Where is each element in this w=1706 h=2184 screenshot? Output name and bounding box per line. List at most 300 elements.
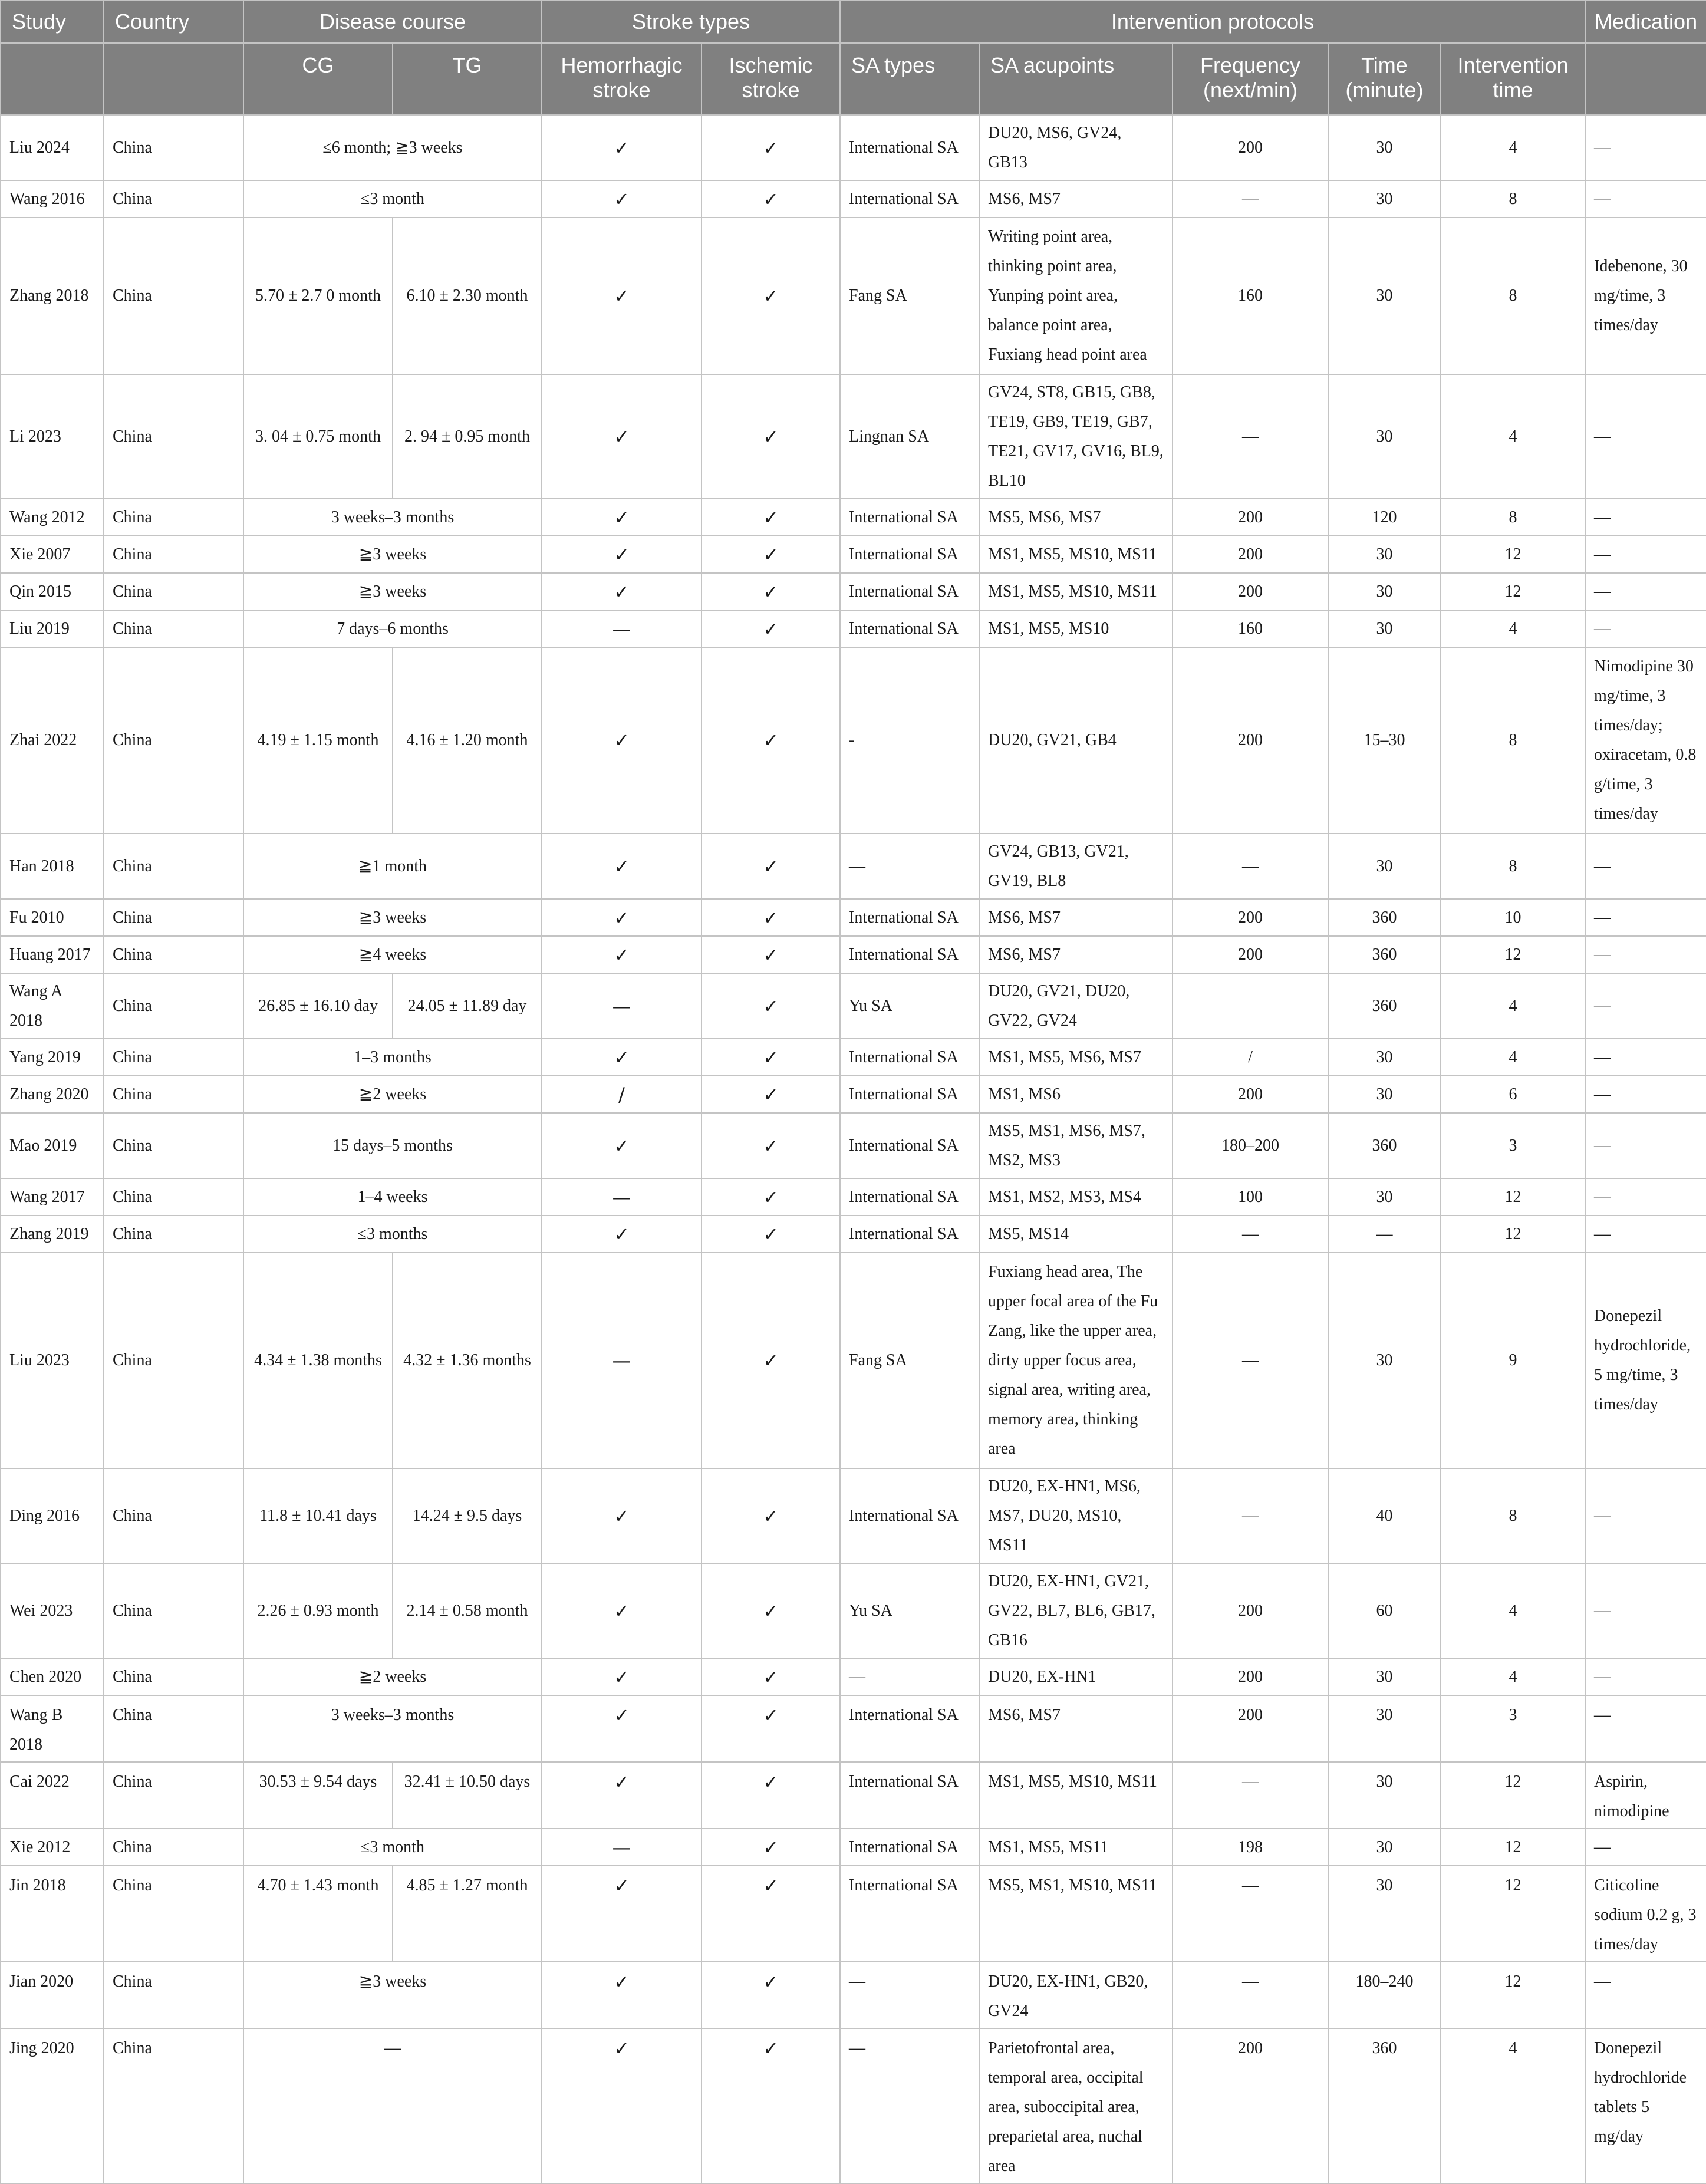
- ischemic-cell: ✓: [701, 1215, 840, 1253]
- disease-course-cell: ≧3 weeks: [243, 573, 542, 610]
- header-country: Country: [104, 1, 243, 43]
- ischemic-cell: ✓: [701, 536, 840, 573]
- frequency-cell: —: [1173, 834, 1328, 899]
- header-sa-types: SA types: [840, 43, 979, 115]
- header-disease-course: Disease course: [243, 1, 542, 43]
- hemorrhagic-cell: ✓: [542, 180, 701, 218]
- study-cell: Li 2023: [1, 374, 104, 499]
- sa-acupoints-cell: MS6, MS7: [979, 1695, 1173, 1762]
- ischemic-cell: ✓: [701, 1658, 840, 1695]
- medication-cell: —: [1585, 536, 1706, 573]
- country-cell: China: [104, 115, 243, 180]
- disease-course-cell: ≧2 weeks: [243, 1076, 542, 1113]
- cg-course-cell: 5.70 ± 2.7 0 month: [243, 218, 393, 374]
- time-cell: 30: [1328, 180, 1441, 218]
- hemorrhagic-cell: ✓: [542, 1658, 701, 1695]
- country-cell: China: [104, 1829, 243, 1866]
- intervention-time-cell: 4: [1441, 115, 1585, 180]
- time-cell: 360: [1328, 936, 1441, 973]
- hemorrhagic-cell: ✓: [542, 2028, 701, 2183]
- frequency-cell: 200: [1173, 1695, 1328, 1762]
- disease-course-cell: 3 weeks–3 months: [243, 1695, 542, 1762]
- study-cell: Jing 2020: [1, 2028, 104, 2183]
- time-cell: 30: [1328, 1076, 1441, 1113]
- intervention-time-cell: 8: [1441, 499, 1585, 536]
- study-cell: Ding 2016: [1, 1468, 104, 1563]
- frequency-cell: 200: [1173, 1076, 1328, 1113]
- cg-course-cell: 11.8 ± 10.41 days: [243, 1468, 393, 1563]
- intervention-time-cell: 8: [1441, 180, 1585, 218]
- frequency-cell: 180–200: [1173, 1113, 1328, 1178]
- sa-type-cell: Fang SA: [840, 218, 979, 374]
- hemorrhagic-cell: ✓: [542, 1695, 701, 1762]
- sa-type-cell: Yu SA: [840, 973, 979, 1039]
- cg-course-cell: 4.34 ± 1.38 months: [243, 1253, 393, 1468]
- table-row: [1, 1762, 1706, 1829]
- hemorrhagic-cell: ✓: [542, 899, 701, 936]
- medication-cell: —: [1585, 1563, 1706, 1658]
- study-cell: Xie 2012: [1, 1829, 104, 1866]
- time-cell: 15–30: [1328, 647, 1441, 834]
- sa-acupoints-cell: MS1, MS6: [979, 1076, 1173, 1113]
- sa-acupoints-cell: MS5, MS1, MS6, MS7, MS2, MS3: [979, 1113, 1173, 1178]
- sa-type-cell: International SA: [840, 180, 979, 218]
- ischemic-cell: ✓: [701, 115, 840, 180]
- medication-cell: —: [1585, 936, 1706, 973]
- frequency-cell: 200: [1173, 115, 1328, 180]
- medication-cell: Idebenone, 30 mg/time, 3 times/day: [1585, 218, 1706, 374]
- sa-type-cell: —: [840, 1962, 979, 2028]
- sa-type-cell: International SA: [840, 899, 979, 936]
- medication-cell: —: [1585, 610, 1706, 647]
- ischemic-cell: ✓: [701, 218, 840, 374]
- sa-type-cell: International SA: [840, 1468, 979, 1563]
- ischemic-cell: ✓: [701, 1113, 840, 1178]
- sa-acupoints-cell: MS6, MS7: [979, 899, 1173, 936]
- time-cell: 360: [1328, 1113, 1441, 1178]
- cg-course-cell: 4.70 ± 1.43 month: [243, 1866, 393, 1962]
- medication-cell: —: [1585, 1695, 1706, 1762]
- sa-type-cell: International SA: [840, 1695, 979, 1762]
- medication-cell: —: [1585, 1962, 1706, 2028]
- medication-cell: Nimodipine 30 mg/time, 3 times/day; oxiracetam, 0.8 g/time, 3 times/day: [1585, 647, 1706, 834]
- country-cell: China: [104, 1178, 243, 1215]
- sa-type-cell: International SA: [840, 1829, 979, 1866]
- sa-type-cell: International SA: [840, 536, 979, 573]
- table-row: [1, 115, 1706, 180]
- header-ischemic: Ischemic stroke: [701, 43, 840, 115]
- study-cell: Wang 2012: [1, 499, 104, 536]
- sa-acupoints-cell: MS1, MS2, MS3, MS4: [979, 1178, 1173, 1215]
- ischemic-cell: ✓: [701, 1866, 840, 1962]
- intervention-time-cell: 8: [1441, 1468, 1585, 1563]
- disease-course-cell: ≤3 month: [243, 1829, 542, 1866]
- table-row: [1, 180, 1706, 218]
- ischemic-cell: ✓: [701, 936, 840, 973]
- frequency-cell: 200: [1173, 647, 1328, 834]
- intervention-time-cell: 8: [1441, 647, 1585, 834]
- sa-acupoints-cell: DU20, MS6, GV24, GB13: [979, 115, 1173, 180]
- sa-acupoints-cell: DU20, GV21, DU20, GV22, GV24: [979, 973, 1173, 1039]
- country-cell: China: [104, 218, 243, 374]
- table-row: [1, 1215, 1706, 1253]
- frequency-cell: 200: [1173, 899, 1328, 936]
- intervention-time-cell: 12: [1441, 1762, 1585, 1829]
- header-empty-country: [104, 43, 243, 115]
- study-cell: Han 2018: [1, 834, 104, 899]
- intervention-time-cell: 3: [1441, 1695, 1585, 1762]
- table-row: [1, 1113, 1706, 1178]
- country-cell: China: [104, 1468, 243, 1563]
- sa-acupoints-cell: GV24, GB13, GV21, GV19, BL8: [979, 834, 1173, 899]
- country-cell: China: [104, 610, 243, 647]
- disease-course-cell: 15 days–5 months: [243, 1113, 542, 1178]
- medication-cell: —: [1585, 180, 1706, 218]
- intervention-time-cell: 12: [1441, 1829, 1585, 1866]
- sa-acupoints-cell: DU20, GV21, GB4: [979, 647, 1173, 834]
- table-row: [1, 610, 1706, 647]
- ischemic-cell: ✓: [701, 2028, 840, 2183]
- study-cell: Fu 2010: [1, 899, 104, 936]
- hemorrhagic-cell: ✓: [542, 1866, 701, 1962]
- sa-type-cell: International SA: [840, 936, 979, 973]
- sa-acupoints-cell: MS1, MS5, MS11: [979, 1829, 1173, 1866]
- country-cell: China: [104, 1866, 243, 1962]
- tg-course-cell: 4.85 ± 1.27 month: [393, 1866, 542, 1962]
- table-row: [1, 536, 1706, 573]
- hemorrhagic-cell: —: [542, 1178, 701, 1215]
- sa-type-cell: International SA: [840, 1039, 979, 1076]
- time-cell: 30: [1328, 1178, 1441, 1215]
- intervention-time-cell: 9: [1441, 1253, 1585, 1468]
- sa-acupoints-cell: MS6, MS7: [979, 180, 1173, 218]
- ischemic-cell: ✓: [701, 573, 840, 610]
- hemorrhagic-cell: /: [542, 1076, 701, 1113]
- table-row: [1, 1178, 1706, 1215]
- sa-acupoints-cell: DU20, EX-HN1, GB20, GV24: [979, 1962, 1173, 2028]
- tg-course-cell: 14.24 ± 9.5 days: [393, 1468, 542, 1563]
- disease-course-cell: ≧4 weeks: [243, 936, 542, 973]
- table-row: [1, 1658, 1706, 1695]
- time-cell: 30: [1328, 610, 1441, 647]
- time-cell: 30: [1328, 1039, 1441, 1076]
- study-cell: Wang A 2018: [1, 973, 104, 1039]
- country-cell: China: [104, 1695, 243, 1762]
- frequency-cell: 200: [1173, 573, 1328, 610]
- sa-acupoints-cell: MS1, MS5, MS10, MS11: [979, 536, 1173, 573]
- study-cell: Zhai 2022: [1, 647, 104, 834]
- ischemic-cell: ✓: [701, 180, 840, 218]
- country-cell: China: [104, 936, 243, 973]
- time-cell: 30: [1328, 115, 1441, 180]
- time-cell: —: [1328, 1215, 1441, 1253]
- intervention-time-cell: 4: [1441, 2028, 1585, 2183]
- hemorrhagic-cell: ✓: [542, 374, 701, 499]
- ischemic-cell: ✓: [701, 899, 840, 936]
- country-cell: China: [104, 1762, 243, 1829]
- study-cell: Wang 2017: [1, 1178, 104, 1215]
- time-cell: 360: [1328, 973, 1441, 1039]
- country-cell: China: [104, 899, 243, 936]
- sa-acupoints-cell: Fuxiang head area, The upper focal area of the Fu Zang, like the upper area, dirty upper focus area, signal area, writing area, memory area, thinking area: [979, 1253, 1173, 1468]
- frequency-cell: —: [1173, 1962, 1328, 2028]
- frequency-cell: 160: [1173, 610, 1328, 647]
- time-cell: 30: [1328, 1695, 1441, 1762]
- table-row: [1, 647, 1706, 834]
- table-header: [1, 1, 1706, 115]
- intervention-time-cell: 3: [1441, 1113, 1585, 1178]
- frequency-cell: —: [1173, 180, 1328, 218]
- intervention-time-cell: 8: [1441, 834, 1585, 899]
- study-cell: Cai 2022: [1, 1762, 104, 1829]
- header-hemorrhagic: Hemorrhagic stroke: [542, 43, 701, 115]
- hemorrhagic-cell: ✓: [542, 1039, 701, 1076]
- table-row: [1, 1076, 1706, 1113]
- sa-type-cell: International SA: [840, 1866, 979, 1962]
- hemorrhagic-cell: ✓: [542, 834, 701, 899]
- study-cell: Zhang 2018: [1, 218, 104, 374]
- medication-cell: —: [1585, 1215, 1706, 1253]
- country-cell: China: [104, 1962, 243, 2028]
- study-cell: Yang 2019: [1, 1039, 104, 1076]
- table-row: [1, 1468, 1706, 1563]
- sa-acupoints-cell: MS1, MS5, MS6, MS7: [979, 1039, 1173, 1076]
- ischemic-cell: ✓: [701, 834, 840, 899]
- time-cell: 120: [1328, 499, 1441, 536]
- table-row: [1, 573, 1706, 610]
- tg-course-cell: 2.14 ± 0.58 month: [393, 1563, 542, 1658]
- time-cell: 30: [1328, 834, 1441, 899]
- sa-acupoints-cell: MS5, MS6, MS7: [979, 499, 1173, 536]
- intervention-time-cell: 12: [1441, 1962, 1585, 2028]
- study-cell: Chen 2020: [1, 1658, 104, 1695]
- header-stroke-types: Stroke types: [542, 1, 840, 43]
- study-cell: Wang 2016: [1, 180, 104, 218]
- table-row: [1, 936, 1706, 973]
- sa-type-cell: International SA: [840, 610, 979, 647]
- intervention-time-cell: 12: [1441, 1178, 1585, 1215]
- table-row: [1, 1866, 1706, 1962]
- country-cell: China: [104, 2028, 243, 2183]
- disease-course-cell: 3 weeks–3 months: [243, 499, 542, 536]
- frequency-cell: —: [1173, 1215, 1328, 1253]
- medication-cell: —: [1585, 1468, 1706, 1563]
- country-cell: China: [104, 647, 243, 834]
- hemorrhagic-cell: ✓: [542, 1563, 701, 1658]
- time-cell: 180–240: [1328, 1962, 1441, 2028]
- frequency-cell: 200: [1173, 536, 1328, 573]
- table-row: [1, 218, 1706, 374]
- intervention-time-cell: 4: [1441, 610, 1585, 647]
- sa-type-cell: International SA: [840, 573, 979, 610]
- country-cell: China: [104, 573, 243, 610]
- disease-course-cell: ≧1 month: [243, 834, 542, 899]
- sa-type-cell: International SA: [840, 1215, 979, 1253]
- header-medication: Medication: [1585, 1, 1706, 43]
- intervention-time-cell: 10: [1441, 899, 1585, 936]
- ischemic-cell: ✓: [701, 1563, 840, 1658]
- disease-course-cell: ≤3 months: [243, 1215, 542, 1253]
- frequency-cell: 198: [1173, 1829, 1328, 1866]
- country-cell: China: [104, 1563, 243, 1658]
- frequency-cell: 200: [1173, 1658, 1328, 1695]
- hemorrhagic-cell: ✓: [542, 936, 701, 973]
- ischemic-cell: ✓: [701, 973, 840, 1039]
- medication-cell: —: [1585, 1829, 1706, 1866]
- ischemic-cell: ✓: [701, 1468, 840, 1563]
- intervention-time-cell: 4: [1441, 374, 1585, 499]
- country-cell: China: [104, 1658, 243, 1695]
- disease-course-cell: ≧3 weeks: [243, 899, 542, 936]
- medication-cell: —: [1585, 973, 1706, 1039]
- frequency-cell: 160: [1173, 218, 1328, 374]
- medication-cell: Aspirin, nimodipine: [1585, 1762, 1706, 1829]
- table-row: [1, 2028, 1706, 2183]
- medication-cell: —: [1585, 1039, 1706, 1076]
- study-cell: Jian 2020: [1, 1962, 104, 2028]
- medication-cell: —: [1585, 374, 1706, 499]
- frequency-cell: —: [1173, 1253, 1328, 1468]
- disease-course-cell: —: [243, 2028, 542, 2183]
- medication-cell: —: [1585, 573, 1706, 610]
- sa-acupoints-cell: MS1, MS5, MS10: [979, 610, 1173, 647]
- sa-acupoints-cell: MS5, MS1, MS10, MS11: [979, 1866, 1173, 1962]
- hemorrhagic-cell: ✓: [542, 1215, 701, 1253]
- time-cell: 40: [1328, 1468, 1441, 1563]
- sa-type-cell: International SA: [840, 115, 979, 180]
- sa-acupoints-cell: DU20, EX-HN1, MS6, MS7, DU20, MS10, MS11: [979, 1468, 1173, 1563]
- sa-acupoints-cell: MS6, MS7: [979, 936, 1173, 973]
- tg-course-cell: 24.05 ± 11.89 day: [393, 973, 542, 1039]
- study-cell: Jin 2018: [1, 1866, 104, 1962]
- medication-cell: —: [1585, 499, 1706, 536]
- tg-course-cell: 4.32 ± 1.36 months: [393, 1253, 542, 1468]
- ischemic-cell: ✓: [701, 1076, 840, 1113]
- sa-type-cell: -: [840, 647, 979, 834]
- frequency-cell: —: [1173, 1468, 1328, 1563]
- hemorrhagic-cell: —: [542, 1253, 701, 1468]
- ischemic-cell: ✓: [701, 1962, 840, 2028]
- sa-type-cell: —: [840, 2028, 979, 2183]
- frequency-cell: 200: [1173, 1563, 1328, 1658]
- sa-type-cell: —: [840, 834, 979, 899]
- table-row: [1, 1253, 1706, 1468]
- hemorrhagic-cell: ✓: [542, 1468, 701, 1563]
- table-body: [1, 115, 1706, 2183]
- table-row: [1, 1829, 1706, 1866]
- header-empty-medication: [1585, 43, 1706, 115]
- sa-acupoints-cell: MS5, MS14: [979, 1215, 1173, 1253]
- sa-type-cell: International SA: [840, 1113, 979, 1178]
- header-sa-acupoints: SA acupoints: [979, 43, 1173, 115]
- sa-type-cell: Lingnan SA: [840, 374, 979, 499]
- ischemic-cell: ✓: [701, 1762, 840, 1829]
- time-cell: 30: [1328, 374, 1441, 499]
- time-cell: 30: [1328, 1762, 1441, 1829]
- frequency-cell: 100: [1173, 1178, 1328, 1215]
- sa-acupoints-cell: Parietofrontal area, temporal area, occipital area, suboccipital area, preparietal area, nuchal area: [979, 2028, 1173, 2183]
- medication-cell: —: [1585, 834, 1706, 899]
- sa-type-cell: International SA: [840, 1178, 979, 1215]
- ischemic-cell: ✓: [701, 374, 840, 499]
- medication-cell: Citicoline sodium 0.2 g, 3 times/day: [1585, 1866, 1706, 1962]
- time-cell: 60: [1328, 1563, 1441, 1658]
- country-cell: China: [104, 536, 243, 573]
- tg-course-cell: 32.41 ± 10.50 days: [393, 1762, 542, 1829]
- frequency-cell: [1173, 973, 1328, 1039]
- medication-cell: Donepezil hydrochloride tablets 5 mg/day: [1585, 2028, 1706, 2183]
- country-cell: China: [104, 1215, 243, 1253]
- hemorrhagic-cell: —: [542, 1829, 701, 1866]
- sa-type-cell: International SA: [840, 1076, 979, 1113]
- header-cg: CG: [243, 43, 393, 115]
- ischemic-cell: ✓: [701, 1039, 840, 1076]
- study-cell: Qin 2015: [1, 573, 104, 610]
- medication-cell: Donepezil hydrochloride, 5 mg/time, 3 times/day: [1585, 1253, 1706, 1468]
- sa-type-cell: Fang SA: [840, 1253, 979, 1468]
- time-cell: 30: [1328, 1829, 1441, 1866]
- cg-course-cell: 4.19 ± 1.15 month: [243, 647, 393, 834]
- ischemic-cell: ✓: [701, 1178, 840, 1215]
- tg-course-cell: 2. 94 ± 0.95 month: [393, 374, 542, 499]
- sa-acupoints-cell: MS1, MS5, MS10, MS11: [979, 1762, 1173, 1829]
- cg-course-cell: 2.26 ± 0.93 month: [243, 1563, 393, 1658]
- study-cell: Wang B 2018: [1, 1695, 104, 1762]
- frequency-cell: 200: [1173, 2028, 1328, 2183]
- intervention-time-cell: 12: [1441, 536, 1585, 573]
- time-cell: 30: [1328, 1866, 1441, 1962]
- tg-course-cell: 6.10 ± 2.30 month: [393, 218, 542, 374]
- study-cell: Liu 2023: [1, 1253, 104, 1468]
- disease-course-cell: 1–4 weeks: [243, 1178, 542, 1215]
- medication-cell: —: [1585, 1113, 1706, 1178]
- table-row: [1, 1962, 1706, 2028]
- study-cell: Wei 2023: [1, 1563, 104, 1658]
- table-row: [1, 499, 1706, 536]
- ischemic-cell: ✓: [701, 610, 840, 647]
- header-study: Study: [1, 1, 104, 43]
- country-cell: China: [104, 834, 243, 899]
- frequency-cell: 200: [1173, 499, 1328, 536]
- disease-course-cell: ≧3 weeks: [243, 536, 542, 573]
- header-row-2: [1, 43, 1706, 115]
- study-cell: Zhang 2020: [1, 1076, 104, 1113]
- time-cell: 30: [1328, 573, 1441, 610]
- intervention-time-cell: 12: [1441, 936, 1585, 973]
- time-cell: 360: [1328, 899, 1441, 936]
- hemorrhagic-cell: ✓: [542, 499, 701, 536]
- intervention-time-cell: 6: [1441, 1076, 1585, 1113]
- country-cell: China: [104, 180, 243, 218]
- ischemic-cell: ✓: [701, 499, 840, 536]
- country-cell: China: [104, 973, 243, 1039]
- table-row: [1, 1039, 1706, 1076]
- intervention-time-cell: 4: [1441, 1039, 1585, 1076]
- disease-course-cell: ≤3 month: [243, 180, 542, 218]
- intervention-time-cell: 12: [1441, 1866, 1585, 1962]
- country-cell: China: [104, 1076, 243, 1113]
- frequency-cell: 200: [1173, 936, 1328, 973]
- frequency-cell: —: [1173, 1762, 1328, 1829]
- intervention-time-cell: 4: [1441, 1563, 1585, 1658]
- time-cell: 360: [1328, 2028, 1441, 2183]
- disease-course-cell: 1–3 months: [243, 1039, 542, 1076]
- country-cell: China: [104, 1253, 243, 1468]
- intervention-time-cell: 12: [1441, 573, 1585, 610]
- frequency-cell: —: [1173, 374, 1328, 499]
- header-row-1: [1, 1, 1706, 43]
- header-tg: TG: [393, 43, 542, 115]
